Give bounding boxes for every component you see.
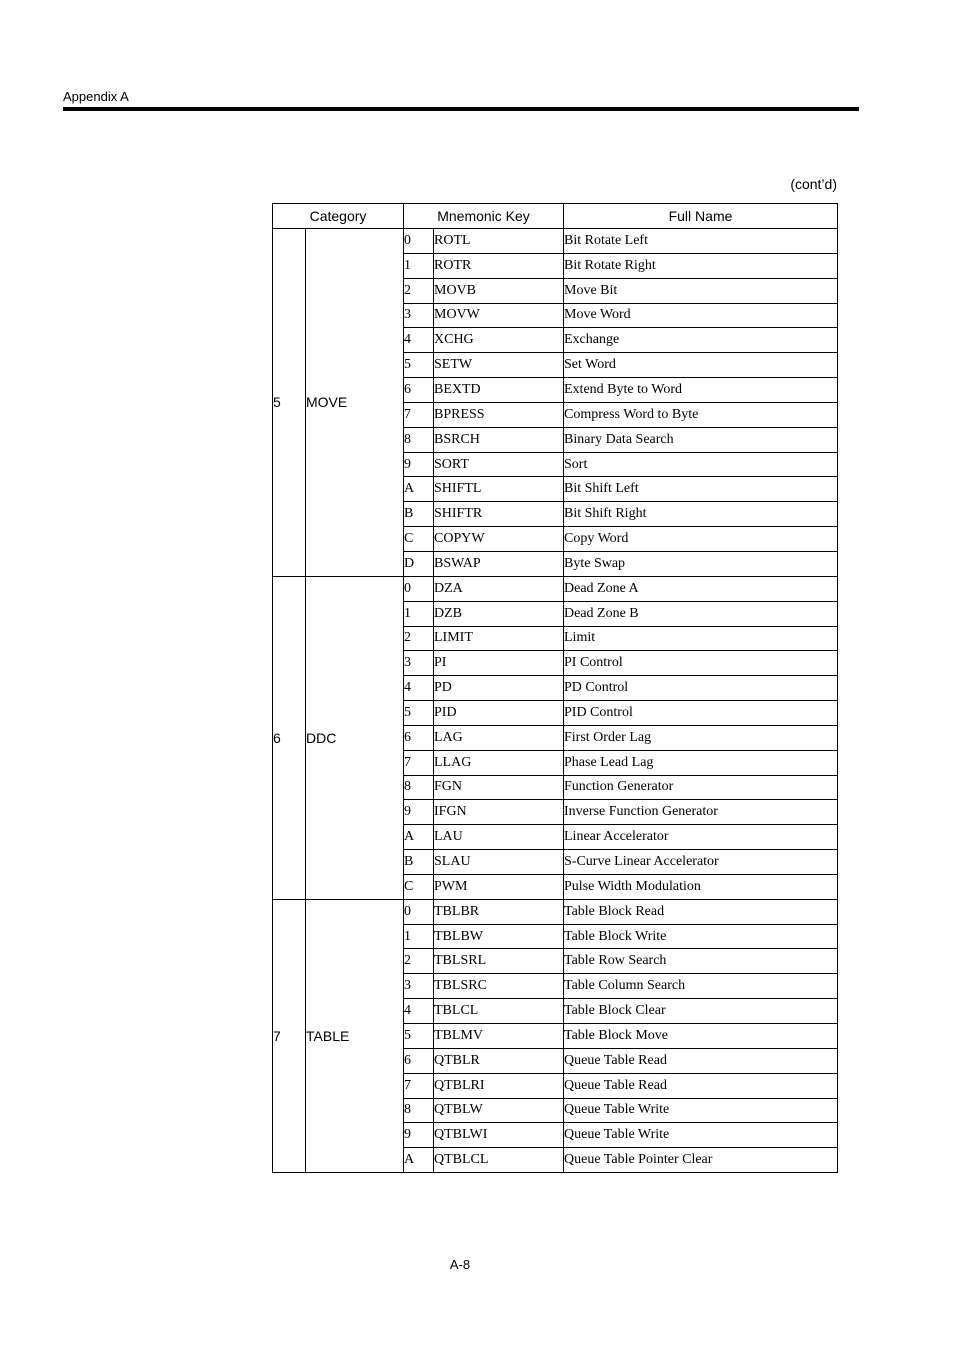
code-cell: 8 [404, 427, 434, 452]
code-cell: 3 [404, 974, 434, 999]
full-name-cell: Bit Rotate Right [564, 253, 838, 278]
full-name-cell: Limit [564, 626, 838, 651]
header-rule [63, 107, 859, 111]
mnemonic-cell: MOVW [434, 303, 564, 328]
code-cell: 8 [404, 775, 434, 800]
full-name-cell: Table Block Clear [564, 999, 838, 1024]
code-cell: 4 [404, 328, 434, 353]
code-cell: 3 [404, 303, 434, 328]
mnemonic-cell: QTBLCL [434, 1148, 564, 1173]
code-cell: 0 [404, 576, 434, 601]
full-name-cell: Bit Rotate Left [564, 229, 838, 254]
full-name-cell: Exchange [564, 328, 838, 353]
mnemonic-cell: COPYW [434, 527, 564, 552]
full-name-cell: Dead Zone A [564, 576, 838, 601]
mnemonic-cell: TBLCL [434, 999, 564, 1024]
mnemonic-cell: SHIFTL [434, 477, 564, 502]
mnemonic-cell: ROTL [434, 229, 564, 254]
code-cell: 6 [404, 1048, 434, 1073]
continued-label: (cont’d) [790, 176, 837, 192]
full-name-cell: Queue Table Pointer Clear [564, 1148, 838, 1173]
table-header-row [273, 204, 838, 229]
full-name-cell: Bit Shift Left [564, 477, 838, 502]
code-cell: 6 [404, 378, 434, 403]
full-name-cell: Dead Zone B [564, 601, 838, 626]
mnemonic-cell: QTBLWI [434, 1123, 564, 1148]
code-cell: C [404, 874, 434, 899]
code-cell: B [404, 850, 434, 875]
code-cell: 5 [404, 1024, 434, 1049]
category-name: DDC [306, 576, 404, 899]
mnemonic-cell: BSRCH [434, 427, 564, 452]
full-name-cell: Byte Swap [564, 551, 838, 576]
code-cell: 1 [404, 924, 434, 949]
mnemonic-cell: LLAG [434, 750, 564, 775]
mnemonic-cell: XCHG [434, 328, 564, 353]
code-cell: D [404, 551, 434, 576]
code-cell: 2 [404, 278, 434, 303]
mnemonic-cell: BEXTD [434, 378, 564, 403]
mnemonic-cell: FGN [434, 775, 564, 800]
mnemonic-cell: TBLMV [434, 1024, 564, 1049]
code-cell: 9 [404, 1123, 434, 1148]
full-name-cell: Bit Shift Right [564, 502, 838, 527]
full-name-cell: Table Row Search [564, 949, 838, 974]
code-cell: 1 [404, 601, 434, 626]
mnemonic-cell: TBLBW [434, 924, 564, 949]
mnemonic-cell: QTBLW [434, 1098, 564, 1123]
code-cell: 4 [404, 999, 434, 1024]
code-cell: 7 [404, 750, 434, 775]
category-name: TABLE [306, 899, 404, 1172]
mnemonic-cell: PI [434, 651, 564, 676]
full-name-cell: Table Column Search [564, 974, 838, 999]
code-cell: A [404, 1148, 434, 1173]
full-name-cell: Inverse Function Generator [564, 800, 838, 825]
full-name-cell: Compress Word to Byte [564, 402, 838, 427]
category-name: MOVE [306, 229, 404, 577]
code-cell: 2 [404, 949, 434, 974]
code-cell: 0 [404, 229, 434, 254]
table-row [273, 576, 838, 601]
column-header-category: Category [273, 204, 404, 229]
category-number: 5 [273, 229, 306, 577]
full-name-cell: Sort [564, 452, 838, 477]
mnemonic-cell: BPRESS [434, 402, 564, 427]
mnemonic-cell: LAU [434, 825, 564, 850]
page-number: A-8 [449, 1257, 471, 1272]
mnemonic-cell: LAG [434, 725, 564, 750]
mnemonic-cell: SETW [434, 353, 564, 378]
code-cell: 2 [404, 626, 434, 651]
mnemonic-cell: TBLBR [434, 899, 564, 924]
mnemonic-cell: IFGN [434, 800, 564, 825]
code-cell: 5 [404, 353, 434, 378]
mnemonic-cell: PD [434, 676, 564, 701]
full-name-cell: S-Curve Linear Accelerator [564, 850, 838, 875]
mnemonic-cell: DZB [434, 601, 564, 626]
full-name-cell: Linear Accelerator [564, 825, 838, 850]
code-cell: 8 [404, 1098, 434, 1123]
full-name-cell: Function Generator [564, 775, 838, 800]
mnemonic-cell: QTBLRI [434, 1073, 564, 1098]
full-name-cell: Move Word [564, 303, 838, 328]
code-cell: 0 [404, 899, 434, 924]
code-cell: 1 [404, 253, 434, 278]
full-name-cell: Phase Lead Lag [564, 750, 838, 775]
mnemonic-cell: LIMIT [434, 626, 564, 651]
mnemonic-cell: SORT [434, 452, 564, 477]
mnemonic-cell: BSWAP [434, 551, 564, 576]
full-name-cell: Queue Table Read [564, 1073, 838, 1098]
code-cell: 9 [404, 800, 434, 825]
mnemonic-cell: ROTR [434, 253, 564, 278]
mnemonic-cell: TBLSRL [434, 949, 564, 974]
mnemonic-cell: SLAU [434, 850, 564, 875]
table-row [273, 899, 838, 924]
mnemonic-cell: QTBLR [434, 1048, 564, 1073]
code-cell: A [404, 477, 434, 502]
mnemonic-cell: SHIFTR [434, 502, 564, 527]
full-name-cell: PID Control [564, 701, 838, 726]
full-name-cell: Table Block Write [564, 924, 838, 949]
column-header-mnemonic: Mnemonic Key [404, 204, 564, 229]
mnemonic-cell: PWM [434, 874, 564, 899]
code-cell: B [404, 502, 434, 527]
code-cell: C [404, 527, 434, 552]
full-name-cell: Queue Table Write [564, 1123, 838, 1148]
section-label: Appendix A [63, 89, 129, 104]
mnemonic-cell: DZA [434, 576, 564, 601]
full-name-cell: Move Bit [564, 278, 838, 303]
code-cell: 5 [404, 701, 434, 726]
category-number: 7 [273, 899, 306, 1172]
full-name-cell: Binary Data Search [564, 427, 838, 452]
code-cell: 6 [404, 725, 434, 750]
category-number: 6 [273, 576, 306, 899]
code-cell: 4 [404, 676, 434, 701]
column-header-full-name: Full Name [564, 204, 838, 229]
code-cell: 7 [404, 402, 434, 427]
full-name-cell: Set Word [564, 353, 838, 378]
full-name-cell: First Order Lag [564, 725, 838, 750]
full-name-cell: Table Block Move [564, 1024, 838, 1049]
full-name-cell: Extend Byte to Word [564, 378, 838, 403]
mnemonic-cell: TBLSRC [434, 974, 564, 999]
full-name-cell: Pulse Width Modulation [564, 874, 838, 899]
full-name-cell: Table Block Read [564, 899, 838, 924]
instruction-table [272, 203, 838, 1173]
code-cell: 3 [404, 651, 434, 676]
full-name-cell: PI Control [564, 651, 838, 676]
mnemonic-cell: MOVB [434, 278, 564, 303]
full-name-cell: Copy Word [564, 527, 838, 552]
full-name-cell: Queue Table Read [564, 1048, 838, 1073]
code-cell: A [404, 825, 434, 850]
code-cell: 7 [404, 1073, 434, 1098]
full-name-cell: Queue Table Write [564, 1098, 838, 1123]
table-body [273, 229, 838, 1173]
code-cell: 9 [404, 452, 434, 477]
mnemonic-cell: PID [434, 701, 564, 726]
full-name-cell: PD Control [564, 676, 838, 701]
table-row [273, 229, 838, 254]
